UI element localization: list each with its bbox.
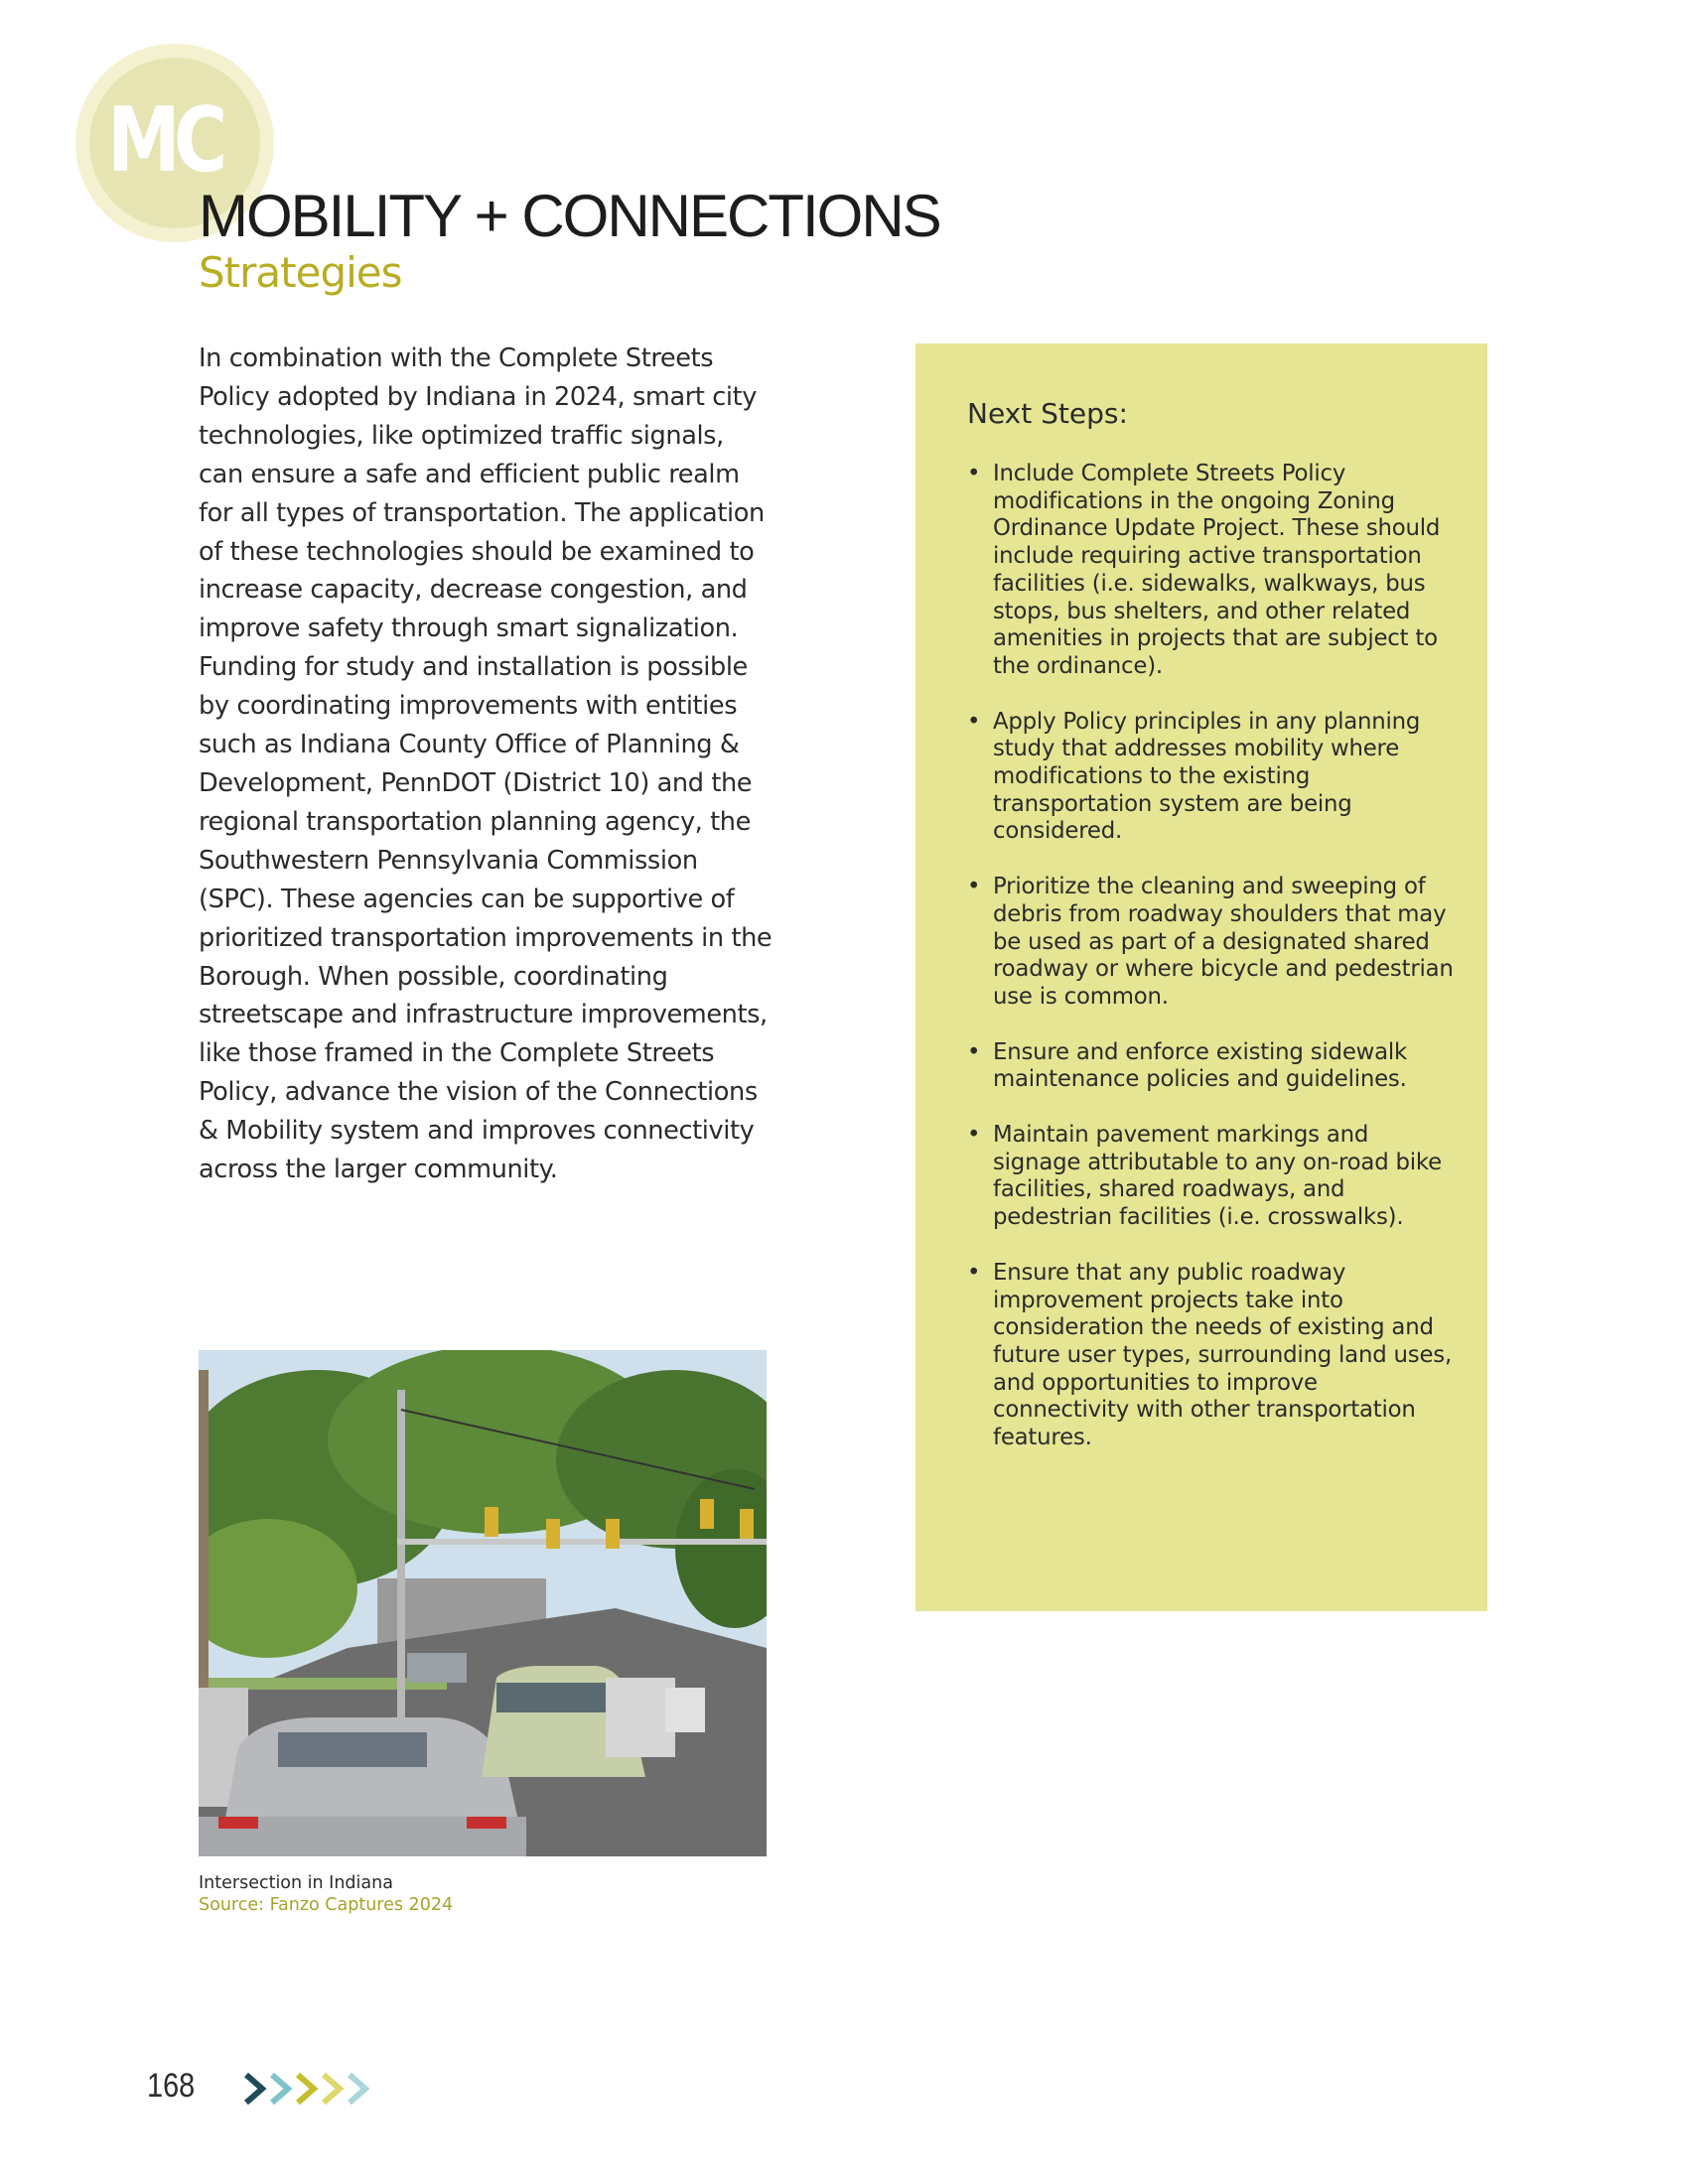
next-step-item: • Ensure and enforce existing sidewalk maintenance policies and guidelines. xyxy=(967,1039,1454,1094)
page-title: MOBILITY + CONNECTIONS xyxy=(199,183,940,249)
chevron-arrows-icon xyxy=(244,2071,393,2111)
next-steps-list xyxy=(967,461,1454,1480)
photo-caption: Intersection in Indiana xyxy=(199,1873,393,1893)
page-number: 168 xyxy=(147,2067,196,2105)
intersection-photo xyxy=(199,1350,767,1856)
next-steps-title: Next Steps: xyxy=(967,397,1128,430)
page-subtitle: Strategies xyxy=(199,248,402,297)
next-step-item: • Ensure that any public roadway improvement projects take into consideration the needs of existing and future user types, surrounding land uses, and opportunities to improve connectivity with other transportation features. xyxy=(967,1260,1454,1452)
photo-source: Source: Fanzo Captures 2024 xyxy=(199,1895,454,1915)
next-steps-panel xyxy=(915,343,1487,1611)
next-step-item: • Include Complete Streets Policy modifications in the ongoing Zoning Ordinance Update Project. These should include requiring active transportation facilities (i.e. sidewalks, walkways, bus stops, bus shelters, and other related amenities in projects that are subject to the ordinance). xyxy=(967,461,1454,681)
next-step-item: • Apply Policy principles in any planning study that addresses mobility where modifications to the existing transportation system are being considered. xyxy=(967,709,1454,847)
body-paragraph: In combination with the Complete Streets Policy adopted by Indiana in 2024, smart city technologies, like optimized traffic signals, can ensure a safe and efficient public realm for all types of transportation. The application of these technologies should be examined to increase capacity, decrease congestion, and improve safety through smart signalization. Funding for study and installation is possible by coordinating improvements with entities such as Indiana County Office of Planning & Development, PennDOT (District 10) and the regional transportation planning agency, the Southwestern Pennsylvania Commission (SPC). These agencies can be supportive of prioritized transportation improvements in the Borough. When possible, coordinating streetscape and infrastructure improvements, like those framed in the Complete Streets Policy, advance the vision of the Connections & Mobility system and improves connectivity across the larger community. xyxy=(199,343,773,1185)
badge-text: MC xyxy=(107,88,221,193)
next-step-item: • Prioritize the cleaning and sweeping of debris from roadway shoulders that may be used as part of a designated shared roadway or where bicycle and pedestrian use is common. xyxy=(967,874,1454,1012)
next-step-item: • Maintain pavement markings and signage attributable to any on-road bike facilities, shared roadways, and pedestrian facilities (i.e. crosswalks). xyxy=(967,1122,1454,1232)
